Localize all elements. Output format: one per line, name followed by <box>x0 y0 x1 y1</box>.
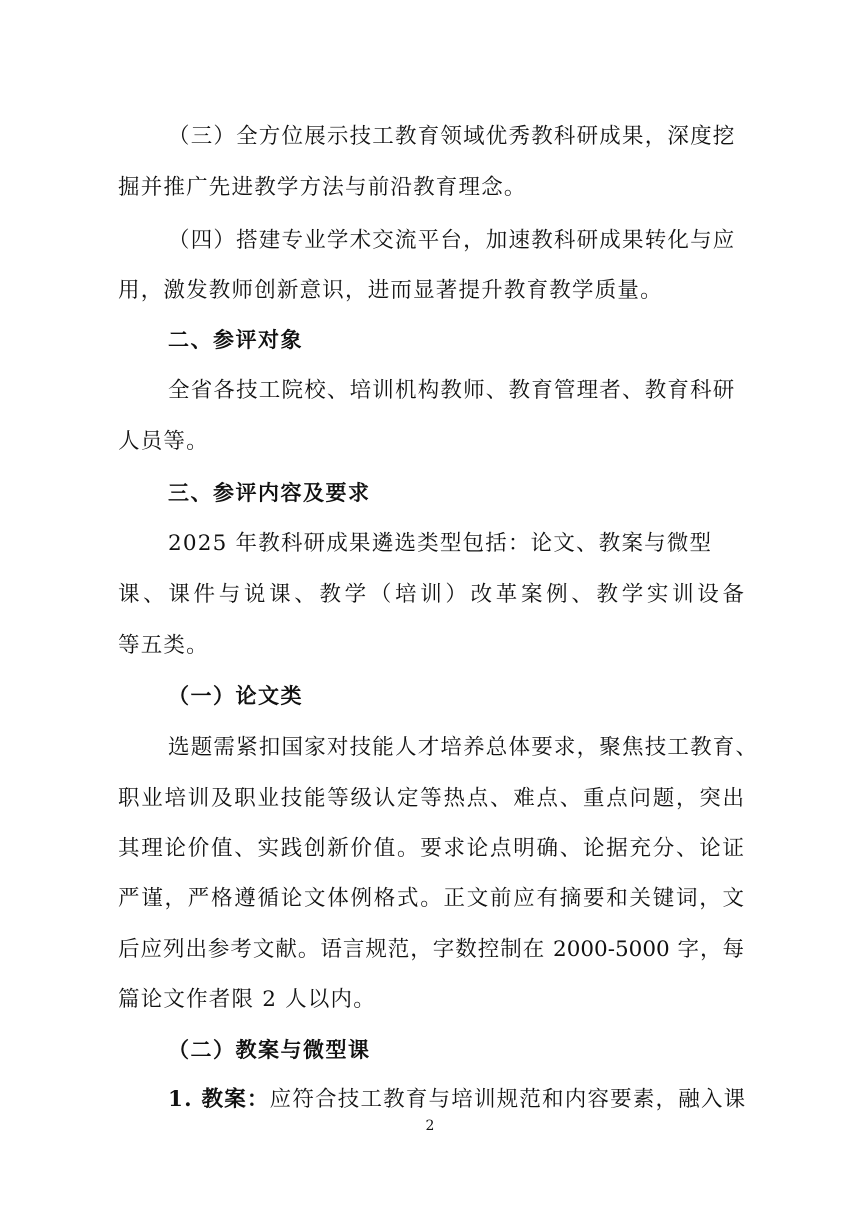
subsection-1-line-3: 其理论价值、实践创新价值。要求论点明确、论据充分、论证 <box>118 836 744 861</box>
section-3-intro-line-1: 2025 年教科研成果遴选类型包括：论文、教案与微型 <box>168 531 713 556</box>
subsection-1-line-6: 篇论文作者限 2 人以内。 <box>118 987 376 1012</box>
subsection-2-heading: （二）教案与微型课 <box>168 1038 371 1062</box>
section-2-line-2: 人员等。 <box>118 429 209 454</box>
subsection-1-line-1: 选题需紧扣国家对技能人才培养总体要求，聚焦技工教育、 <box>168 735 759 760</box>
item-1-text: 应符合技工教育与培训规范和内容要素，融入课 <box>269 1087 747 1112</box>
subsection-1-line-2: 职业培训及职业技能等级认定等热点、难点、重点问题，突出 <box>118 786 744 811</box>
section-2-line-1: 全省各技工院校、培训机构教师、教育管理者、教育科研 <box>168 378 736 403</box>
section-2-heading: 二、参评对象 <box>168 328 303 352</box>
subsection-2-item-1 <box>168 1085 746 1115</box>
subsection-1-line-5: 后应列出参考文献。语言规范，字数控制在 2000-5000 字，每 <box>118 937 744 962</box>
section-3-heading: 三、参评内容及要求 <box>168 481 371 505</box>
subsection-1-line-4: 严谨，严格遵循论文体例格式。正文前应有摘要和关键词，文 <box>118 886 744 911</box>
subsection-1-heading: （一）论文类 <box>168 684 303 708</box>
section-3-intro-line-2: 课、课件与说课、教学（培训）改革案例、教学实训设备 <box>118 582 744 607</box>
paragraph-4-line-2: 用，激发教师创新意识，进而显著提升教育教学质量。 <box>118 278 663 303</box>
paragraph-4-line-1: （四）搭建专业学术交流平台，加速教科研成果转化与应 <box>168 228 736 253</box>
paragraph-3-line-1: （三）全方位展示技工教育领域优秀教科研成果，深度挖 <box>168 124 736 149</box>
section-3-intro-line-3: 等五类。 <box>118 633 209 658</box>
page-number: 2 <box>425 1118 435 1134</box>
paragraph-3-line-2: 掘并推广先进教学方法与前沿教育理念。 <box>118 175 527 200</box>
item-1-label: 1. 教案： <box>168 1087 270 1112</box>
